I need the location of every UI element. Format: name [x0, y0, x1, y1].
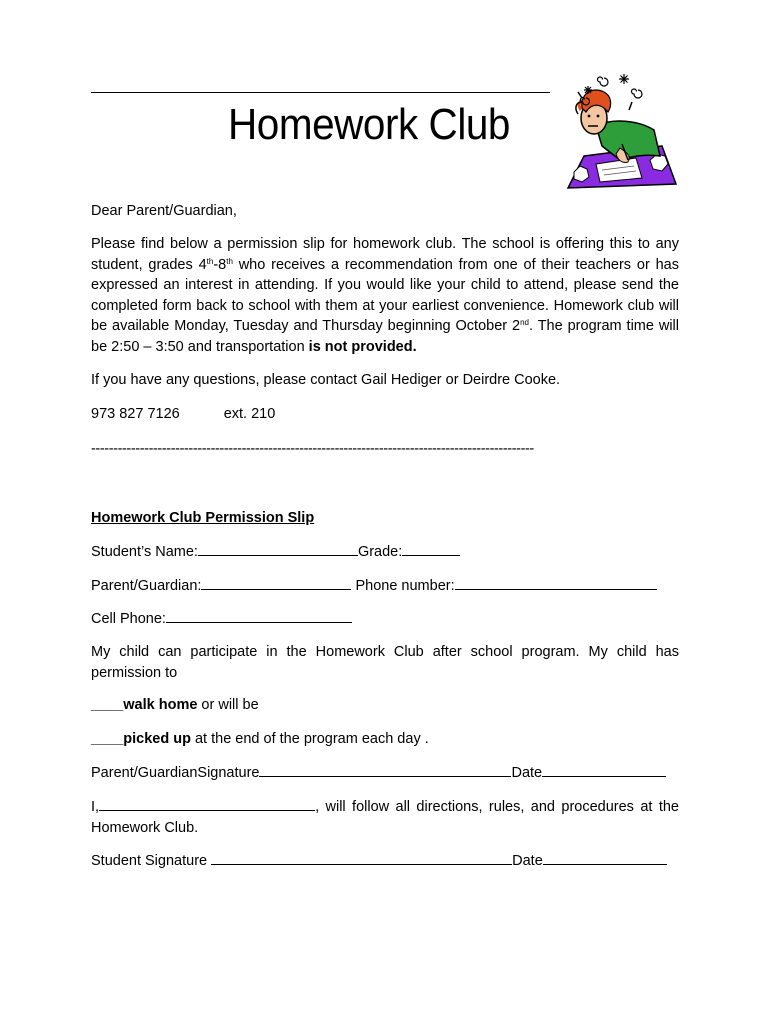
title-rule [91, 92, 550, 93]
salutation: Dear Parent/Guardian, [91, 203, 237, 219]
parent-date-field[interactable] [542, 762, 666, 777]
slip-heading: Homework Club Permission Slip [91, 510, 315, 526]
student-signature-row: Student Signature Date [91, 850, 679, 872]
student-agreement: I, , will follow all directions, rules, and procedures at the Homework Club. [91, 796, 679, 838]
phone-number: 973 827 7126 [91, 406, 180, 422]
picked-up-option: ____picked up at the end of the program each day . [91, 731, 429, 747]
parent-signature-field[interactable] [259, 762, 511, 777]
contact-phone [91, 404, 679, 425]
walk-home-option: ____walk home or will be [91, 697, 259, 713]
student-agreement-name-field[interactable] [99, 796, 315, 811]
phone-number-field[interactable] [455, 575, 657, 590]
picked-up-checkbox[interactable]: ____ [91, 731, 124, 747]
cut-line-divider: ---------------------------------------------------------------------------------------------------- [91, 441, 534, 457]
participation-text: My child can participate in the Homework Club after school program. My child has permission to [91, 644, 679, 681]
walk-home-checkbox[interactable]: ____ [91, 697, 124, 713]
student-name-row: Student’s Name: Grade: [91, 541, 679, 563]
parent-signature-row: Parent/GuardianSignature Date [91, 762, 679, 784]
page-title: Homework Club [228, 100, 510, 149]
phone-extension: ext. 210 [223, 406, 276, 422]
student-date-field[interactable] [543, 850, 667, 865]
parent-name-field[interactable] [201, 575, 351, 590]
frustrated-student-writing-icon [562, 68, 678, 192]
cell-phone-field[interactable] [166, 608, 352, 623]
grade-field[interactable] [402, 541, 460, 556]
parent-row: Parent/Guardian: Phone number: [91, 575, 679, 597]
student-name-field[interactable] [198, 541, 358, 556]
intro-paragraph: Please find below a permission slip for homework club. The school is offering this to any student, grades 4th-8th who receives a recommendation from one of their teachers or has expressed an interest in attending. If you would like your child to attend, please send the completed form back to school with them at your earliest convenience. Homework club will be available Monday, Tuesday and Thursday beginning October 2nd. The program time will be 2:50 – 3:50 and transportation is not provided. [91, 236, 680, 355]
student-signature-field[interactable] [211, 850, 512, 865]
questions-line: If you have any questions, please contact Gail Hediger or Deirdre Cooke. [91, 372, 561, 388]
cell-phone-row: Cell Phone: [91, 608, 679, 630]
